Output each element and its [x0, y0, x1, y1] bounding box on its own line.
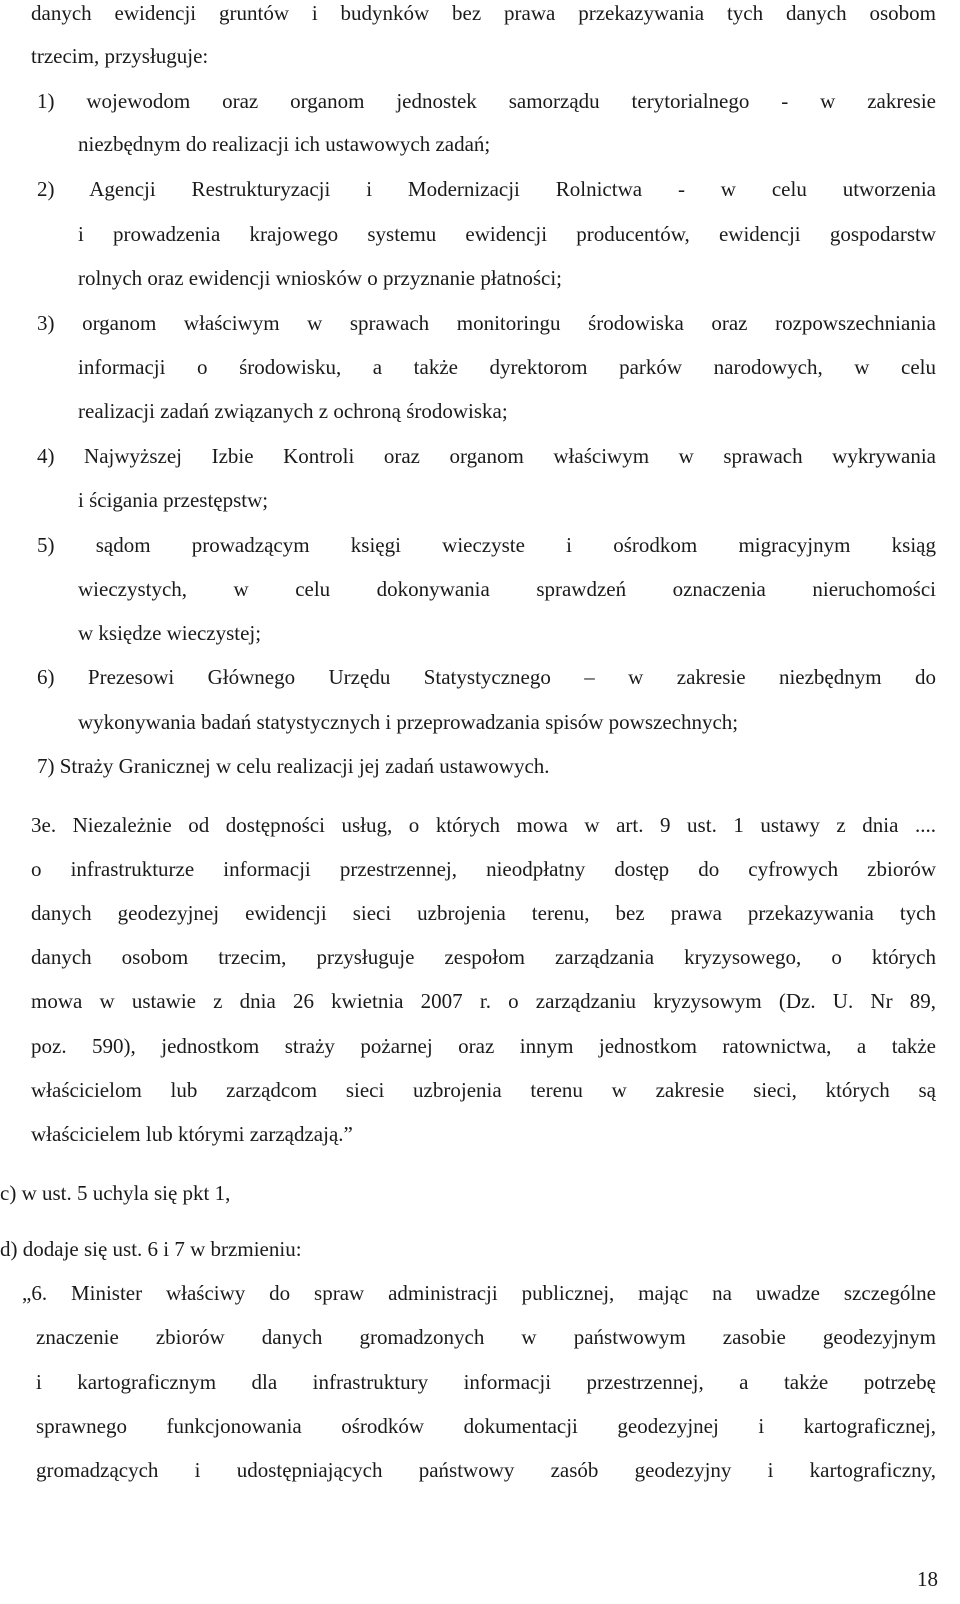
page-number: 18 — [917, 1567, 938, 1591]
list-item-5-line: w księdze wieczystej; — [78, 621, 262, 645]
paragraph-3e-line: o infrastrukturze informacji przestrzennej, nieodpłatny dostęp do cyfrowych zbiorów — [31, 857, 936, 881]
paragraph-3e-line: właścicielem lub którymi zarządzają.” — [31, 1122, 353, 1146]
list-item-4-line: 4) Najwyższej Izbie Kontroli oraz organom właściwym w sprawach wykrywania — [37, 444, 936, 468]
paragraph-3e-line: poz. 590), jednostkom straży pożarnej oraz innym jednostkom ratownictwa, a także — [31, 1034, 936, 1058]
text-line: trzecim, przysługuje: — [31, 44, 209, 68]
paragraph-6-line: znaczenie zbiorów danych gromadzonych w państwowym zasobie geodezyjnym — [36, 1325, 936, 1349]
list-item-2-line: rolnych oraz ewidencji wniosków o przyznanie płatności; — [78, 266, 563, 290]
list-item-1-line: niezbędnym do realizacji ich ustawowych zadań; — [78, 132, 491, 156]
list-item-3-line: realizacji zadań związanych z ochroną środowiska; — [78, 399, 508, 423]
paragraph-3e-line: 3e. Niezależnie od dostępności usług, o których mowa w art. 9 ust. 1 ustawy z dnia .... — [31, 813, 936, 837]
list-item-5-line: wieczystych, w celu dokonywania sprawdzeń oznaczenia nieruchomości — [78, 577, 936, 601]
list-item-5-line: 5) sądom prowadzącym księgi wieczyste i ośrodkom migracyjnym ksiąg — [37, 533, 936, 557]
paragraph-3e-line: mowa w ustawie z dnia 26 kwietnia 2007 r. o zarządzaniu kryzysowym (Dz. U. Nr 89, — [31, 989, 936, 1013]
paragraph-3e-line: danych osobom trzecim, przysługuje zespołom zarządzania kryzysowego, o których — [31, 945, 936, 969]
list-item-3-line: 3) organom właściwym w sprawach monitoringu środowiska oraz rozpowszechniania — [37, 311, 936, 335]
list-item-3-line: informacji o środowisku, a także dyrektorom parków narodowych, w celu — [78, 355, 936, 379]
amendment-d: d) dodaje się ust. 6 i 7 w brzmieniu: — [0, 1237, 302, 1261]
paragraph-6-line: i kartograficznym dla infrastruktury informacji przestrzennej, a także potrzebę — [36, 1370, 936, 1394]
list-item-6-line: wykonywania badań statystycznych i przeprowadzania spisów powszechnych; — [78, 710, 739, 734]
list-item-6-line: 6) Prezesowi Głównego Urzędu Statystycznego – w zakresie niezbędnym do — [37, 665, 936, 689]
list-item-2-line: i prowadzenia krajowego systemu ewidencji producentów, ewidencji gospodarstw — [78, 222, 936, 246]
list-item-7-line: 7) Straży Granicznej w celu realizacji jej zadań ustawowych. — [37, 754, 550, 778]
paragraph-6-line: „6. Minister właściwy do spraw administracji publicznej, mając na uwadze szczególne — [22, 1281, 936, 1305]
list-item-4-line: i ścigania przestępstw; — [78, 488, 269, 512]
text-line: danych ewidencji gruntów i budynków bez prawa przekazywania tych danych osobom — [31, 1, 936, 25]
paragraph-6-line: gromadzących i udostępniających państwowy zasób geodezyjny i kartograficzny, — [36, 1458, 936, 1482]
list-item-1-line: 1) wojewodom oraz organom jednostek samorządu terytorialnego - w zakresie — [37, 89, 936, 113]
list-item-2-line: 2) Agencji Restrukturyzacji i Modernizacji Rolnictwa - w celu utworzenia — [37, 177, 936, 201]
paragraph-3e-line: właścicielom lub zarządcom sieci uzbrojenia terenu w zakresie sieci, których są — [31, 1078, 936, 1102]
paragraph-6-line: sprawnego funkcjonowania ośrodków dokumentacji geodezyjnej i kartograficznej, — [36, 1414, 936, 1438]
amendment-c: c) w ust. 5 uchyla się pkt 1, — [0, 1181, 231, 1205]
paragraph-3e-line: danych geodezyjnej ewidencji sieci uzbrojenia terenu, bez prawa przekazywania tych — [31, 901, 936, 925]
